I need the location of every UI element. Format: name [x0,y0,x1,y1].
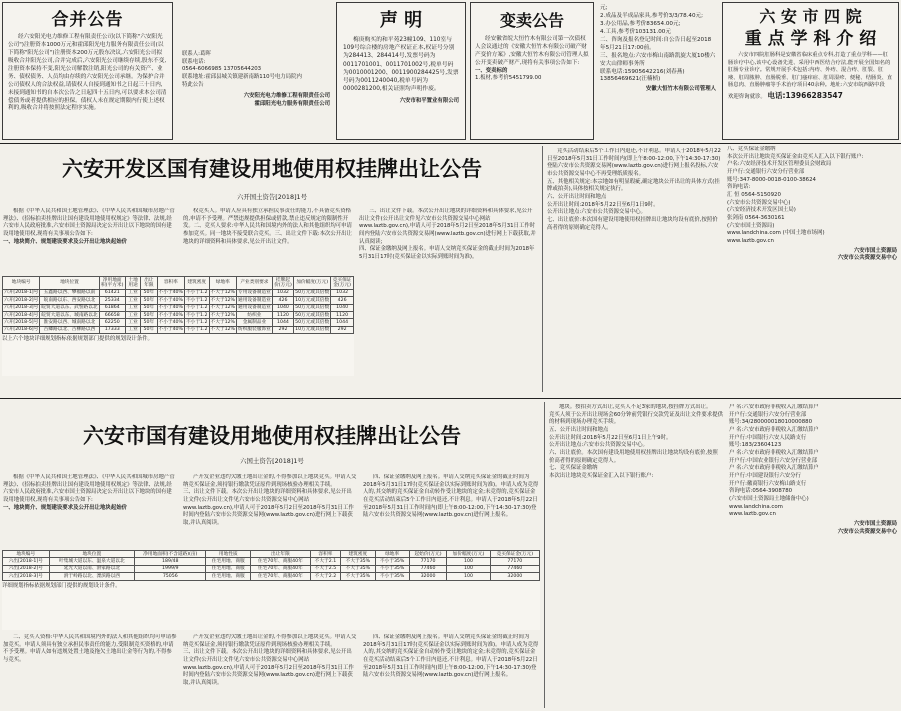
table-header-cell: 建筑密度 [341,551,375,558]
table-cell: 50万元或其倍数 [295,312,330,318]
dev-table-wrap [2,276,354,376]
table-cell: 100 [447,558,490,565]
table-cell: 不小于1.2 [185,305,208,311]
table-cell: 1032 [331,289,354,296]
city-announcement [2,402,898,709]
table-cell: 66658 [99,312,125,319]
table-header-cell: 土地用途 [125,277,140,290]
statement-body: 梅庚购买的和平苑23幢109、110室与109号综合楼的房地产权证正本,权证号分别为284413、284414号,发票号码为0011701001、0011701002号,税单号码为0010001200、0011900284425号,发票号码为0011240040,税单号码为0000281200,相关证照均声明作废。 [343,37,459,93]
table-cell: 六出[2018-2]号 [3,565,50,572]
table-row [3,326,354,333]
city-col-1b [2,634,178,708]
table-header-cell: 地块位置 [40,277,99,290]
merge-contact-2: 0564-6066985 13705644203 [182,66,262,73]
table-cell: 皖贸大道以东、武警路以北 [41,305,98,311]
table-cell: 1044 [272,319,293,326]
city-col-3 [362,474,540,546]
table-cell: 工业 [125,312,140,319]
table-header-row [3,551,540,558]
dev-col2-text: 权竞买人。申请人应具有独立承担民事责任的能力,不具备竞买资格的,申请不予受理。严禁违规提供担保或借款,禁止违反规定的限制性开发。二、竞买人要求:中华人民共和国境内外的法人和其他组织均可申请参加竞买。同一地块不接受联合竞买。三、出让文件下载:本次公开出让地块的详细资料和具体要求,见公开出让文件。 [183,208,352,245]
table-cell: 不大于12% [210,327,235,333]
city-col3b-text: 四、保证金缴纳及网上报名。申请人交纳竞买保证金的截止时间为2018年5月31日17时(竞买保证金以实际到账时间为准)。申请人成为竞得人的,其交纳的竞买保证金自动转作受让地块的定金;未竞得的,竞买保证金在竞买活动结束后5个工作日内退还,不计利息。申请人于2018年5月22日至2018年5月31日工作时间内(即上午8:00-12:00,下午14:30-17:30)登陆六安市公共资源交易网(www.laztb.gov.cn)进行网上报名。 [363,634,539,679]
table-cell: 通用设备制造业 [238,297,271,303]
auction-item-0: 一、变卖标的 [475,67,508,74]
table-cell: 不小于40% [158,297,183,303]
table-cell: 不小于40% [158,290,183,296]
merge-body: 经六安阳光电力维修工程有限责任公司(以下简称"六安阳光公司")注册资本1000万元和霍邱阳光电力服务有限责任公司(以下简称"阳光公司")注册资本200万元股东决议,六安阳光公司拟吸收合并阳光公司,合并完成后,六安阳光公司继续存续,股东不变,注册资本保持不变,阳光公司解散注销,阳光公司的有关资产、业务、债权债务、人员均由存续的六安阳光公司承继。为保护合并公司债权人的合法权益,请债权人自接到通知书之日起三十日内,未接到通知书的自本次公告之日起四十五日内,可以要求本公司清偿债务或者提供相应的担保。债权人未在规定期限内行使上述权利的,吸收合并将按照法定程序实施。 [8,34,167,112]
table-cell: 工业 [125,297,140,304]
table-cell: 61421 [99,289,125,296]
table-cell: 50年 [141,289,157,296]
table-row [3,304,354,311]
table-cell: 延光大道以南、滑家路以北 [49,565,135,572]
table-cell: 淮安路以西、城南路以北 [40,319,99,326]
table-cell: 不小于1.2 [185,290,208,296]
table-cell: 不大于2.1 [310,558,341,565]
table-cell: 不小于35% [375,573,409,580]
table-cell: 62250 [99,319,125,326]
dev-col-3 [358,208,538,388]
table-header-cell: 加价幅度(万元) [294,277,331,290]
city-number: 六国土资告[2018]1号 [240,457,304,465]
table-cell: 不大于12% [210,290,235,296]
table-cell: 不大于12% [210,305,235,311]
table-cell: 292 [331,326,354,333]
table-row [3,319,354,326]
dev-after: 以上六个地块详细规划指标依据规划部门提供的规划设计条件。 [2,336,153,343]
table-cell: 50年 [141,312,157,319]
table-cell: 50年 [141,297,157,304]
merge-contact-1: 联系电话: [182,58,206,65]
table-cell: 住宅用地、商服 [206,565,251,572]
city-col2-text: 产开发企业违约欠缴土地出让金的,不得参加以上地块竞买。申请人交纳竞买保证金,须持银行缴款凭证原件到现场核验办理相关手续。 三、出让文件下载。本次公开出让地块的详细资料和具体要求,见公开出让文件(公开出让文件见六安市公共资源交易中心网站www.laztb.gov.cn),申请人可于2018年5月2日至2018年5月31日工作时间内登陆六安市公共资源交易网(www.laztb.gov.cn)进行网上下载获取,并认真阅读。 [183,474,357,527]
table-cell: 六开[2018-2]号 [4,297,39,303]
table-cell: 不小于1.2 [185,312,208,318]
table-cell: 六出[2018-1]号 [3,558,50,565]
city-sign-2: 六安市公共资源交易中心 [837,528,897,535]
merge-sign-1: 六安阳光电力维修工程有限责任公司 [243,93,330,100]
table-header-cell: 出让年限 [141,277,157,290]
dev-col4-text: 竞买活动结束后5个工作日内退还,不计利息。申请人于2018年5月22日至2018年5月31日工作时间内(即上午8:00-12:00,下午14:30-17:30)登陆六安市公共资源交易网(www.laztb.gov.cn)进行网上报名投标,六安市公共资源交易中心不再受理纸质报名。 五、其他相关规定:本宗地如有明显瑕疵,确定地块公开出让的具体方式(挂牌或拍卖),具体按相关规定执行。 六、公开出让时间和地点 公开出让时间:2018年5月22日至6月1日9时。 公开出让地点:六安市公共资源交易中心。 七、出让底价:本次国有建设用地使用权挂牌出让地块均设有底价,按照价高者得的原则确定竞得人。 [547,148,721,231]
table-cell: 75056 [135,573,206,580]
table-header-cell: 挂牌起价(万元) [274,277,292,288]
table-cell: 426 [331,297,354,304]
city-section-1: 一、地块简介、规划建设要求及公开出让地块起始价 [3,504,127,511]
table-cell: 不大于12% [210,297,235,303]
table-row [3,289,354,296]
dev-col5-text: 八、竞买保证金缴纳 本次公开出让地块竞买保证金由竞买人汇入以下银行账户: 户名:六安经济技术开发区管理委员会财政局 开户行:交通银行六安分行营业部 账号:347-8000-0018-0100-38624 咨询电话: 汇 恒 0564-5150920 (六安市公共资源交易中心) (六安经济技术开发区国土局) 张剑南 0564-3630161 (六安市国土资源局) www.landchina.com (中国土地市场网) www.laztb.gov.cn [727,146,864,245]
table-cell: 皖南路以东、西安路以北 [40,297,99,304]
table-header-row [3,277,354,290]
city-land-table [2,550,540,581]
section-divider-2 [0,398,901,399]
table-cell: 1999/9 [135,565,206,572]
table-cell: 1040 [272,304,293,311]
dev-col-5 [726,146,898,394]
table-cell: 不小于35% [375,565,409,572]
dev-number: 六开国土资告[2018]1号 [236,193,308,201]
table-cell: 50万元或其倍数 [295,305,330,311]
table-cell: 皖贸大道以东、城南路以北 [41,312,98,318]
table-cell: 25334 [99,297,125,304]
merge-contact-0: 联系人:葛晖 [182,51,211,57]
table-cell: 不大于2.5 [310,565,341,572]
merge-contact-4: 特此公告 [182,81,204,88]
table-cell: 滑于岭路以北、溧滨路以西 [49,573,135,580]
table-header-cell: 绿地率 [375,551,409,558]
table-cell: 50年 [141,304,157,311]
city-after: 详细规划指标依据规划部门提供的规划设计条件。 [2,582,121,589]
table-cell: 专用设备制造业 [238,290,271,296]
table-row [3,558,540,565]
city-col4-text: 地块。按拍卖方式出让,竞买人不足3家的地块,按挂牌方式出让。 竞买人须于公开出让现场会60分钟前凭银行交款凭证及出让文件要求提供的材料到现场办理竞买手续。 五、公开出让时间和地点 公开出让时间:2018年5月22日至6月1日上午9时。 公开出让地点:六安市公共资源交易中心。 六、出让底价。本次国有建设用地使用权挂牌出让地块均设有底价,按照价高者得的原则确定竞得人。 七、竞买保证金缴纳 本次出让地块竞买保证金汇入以下银行账户: [549,404,723,480]
city-col-2 [182,474,358,546]
table-cell: 不小于35% [375,558,409,565]
auction-notice-cont [596,2,720,140]
table-cell: 住宅70年、商服40年 [251,565,311,572]
dev-col3-text: 三、出让文件下载。本次公开出让地块的详细资料和具体要求,见公开出让文件(公开出让文件见六安市公共资源交易中心网站www.laztb.gov.cn),申请人可于2018年5月2日至2018年5月31日工作时间内登陆六安市公共资源交易网(www.laztb.gov.cn)进行网上下载获取,并认真阅读; 四、保证金缴纳及网上报名。申请人交纳竞买保证金的截止时间为2018年5月31日17时(竞买保证金以实际到账时间为准)。 [359,208,536,261]
hospital-title-1: 六 安 市 四 院 [759,7,862,26]
table-header-cell: 竞买保证金(万元) [490,551,539,558]
hospital-phone: 电话:13966283547 [767,90,843,100]
statement-notice [336,2,466,140]
dev-land-table [2,276,354,334]
dev-col-4 [546,148,722,392]
table-header-cell: 地块编号 [3,551,50,558]
merge-contact-3: 联系地址:霍邱县城关镇建新南路110号电力局院内 [182,74,302,81]
dev-announcement [2,146,722,394]
table-header-cell: 容积率 [310,551,341,558]
hospital-contact-line [728,91,893,102]
auction-body: 经安徽省皖大恒竹木有限公司第一次债权人会议通过的《安徽大恒竹木有限公司破产财产变价方案》,安徽大恒竹木有限公司管理人拟公开变卖破产财产,现将有关事项公告如下: [475,36,589,66]
city-col5-text: 户 名:六安市政府非税收入汇缴结算户 开户行:交通银行六安分行营业部 账号:34/280000018010000880 户 名:六安市政府非税收入汇缴结算户 开户行:中国银行六安人民路支行 账号:183/23604123 户 名:六安市政府非税收入汇缴结算户 开户行:中国农业银行六安分行营业部 户 名:六安市政府非税收入汇缴结算户 开户行:中国建设银行六安分行 开户行:徽商银行六安梅山路支行 咨询电话:0564-3908780 (六安市国土资源局土地储备中心) www.landchina.com www.laztb.gov.cn [729,404,819,518]
table-cell: 不小于40% [158,305,183,311]
table-cell: 10万元或其倍数 [295,297,330,303]
auction-sign: 安徽大恒竹木有限公司管理人 [645,86,716,93]
table-cell: 10万元或其倍数 [295,327,330,333]
table-cell: 工业 [125,326,140,333]
table-header-cell: 绿地率 [209,277,236,290]
dev-section-1: 一、地块简介、规划建设要求及公开出让地块起始价 [3,238,127,245]
table-cell: 32000 [409,573,447,580]
auction-item-1: 1.板材,参考价5451799.00 [475,75,542,82]
merge-notice [2,2,173,140]
statement-sign: 六安市和平置业有限公司 [399,97,459,104]
table-cell: 六开[2018-5]号 [4,319,39,325]
auction-body-2: 元; 2.成品及半成品家具,参考价3/3/78.40元; 3.办公用品,参考价83654.00元; 4.工具,参考价103131.00元 二、咨询及报名登记时间:自公告日起至2018年5月21日17:00前。 三、报名地点:六安市梅山南路凯旋大厦10楼六安大山律师事务所 联系电话:15905642216(刘春燕) 13856469621(汪楠桢) [600,5,716,83]
dev-title: 六安开发区国有建设用地使用权挂牌出让公告 [62,157,482,181]
table-header-cell: 竞买保证金(万元) [331,277,354,290]
table-cell: 77460 [490,565,539,572]
table-cell: 不小于40% [158,312,183,318]
table-cell: 426 [272,297,293,304]
city-col-5 [728,404,898,708]
table-cell: 不小于1.2 [185,319,208,325]
table-cell: 不大于35% [341,565,375,572]
dev-sign-1: 六安市国土资源局 [853,247,897,254]
table-cell: 77460 [409,565,447,572]
merge-title: 合并公告 [51,10,124,30]
dev-sign-2: 六安市公共资源交易中心 [837,255,897,262]
table-cell: 工业 [125,304,140,311]
merge-sign-2: 霍邱阳光电力服务有限责任公司 [254,101,330,108]
city-section-2: 二、竞买人资格:中华人民共和国境内外的法人和其他组织均可申请参加竞买。申请人须具有独立承担民事责任的能力,受限制竞买资格的,申请不予受理。申请人如有违规处置土地及拖欠土地出让金等行为的,不得参与竞买。 [3,634,177,664]
table-header-cell: 产业类别要求 [237,277,273,290]
city-col-3b [362,634,540,708]
table-cell: 1032 [272,289,293,296]
city-col-4 [548,404,724,708]
city-col-2b [182,634,358,708]
table-cell: 纺织服装服饰业 [238,327,271,333]
table-cell: 50年 [141,326,157,333]
table-cell: 1120 [331,312,354,319]
table-cell: 不大于35% [341,558,375,565]
table-cell: 61864 [99,304,125,311]
table-cell: 不大于12% [210,319,235,325]
table-cell: 不大于2.2 [310,573,341,580]
table-cell: 住宅70年、商服40年 [251,573,311,580]
table-header-cell: 建筑密度 [184,277,209,290]
table-cell: 六开[2018-4]号 [4,312,39,318]
table-cell: 金属制品业 [237,319,273,326]
table-cell: 古卿路以北、古柳路以西 [40,326,99,333]
table-cell: 工业 [125,289,140,296]
hospital-welcome: 欢迎咨询就诊。 [728,93,766,100]
statement-title: 声 明 [379,10,423,31]
table-row [3,565,540,572]
table-cell: 六出[2018-3]号 [3,573,50,580]
city-column-rule [544,402,545,708]
table-row [3,312,354,319]
city-intro: 根据《中华人民共和国土地管理法》、《中华人民共和国城市房地产管理法》、《招标拍卖挂牌出让国有建设用地使用权规定》等法律、法规,经六安市人民政府批准,六安市国土资源局决定公开出让以下地块的国有建设用地使用权,现将有关事项公告如下: [3,474,175,504]
table-cell: 住宅用地、商服 [206,558,251,565]
table-header-cell: 地块编号 [3,277,40,290]
city-title: 六安市国有建设用地使用权挂牌出让公告 [83,424,461,448]
dev-column-rule [542,146,543,392]
city-col3-text: 四、保证金缴纳及网上报名。申请人交纳竞买保证金的截止时间为2018年5月31日17时(竞买保证金以实际到账时间为准)。申请人成为竞得人的,其交纳的竞买保证金自动转作受让地块的定金;未竞得的,竞买保证金在竞买活动结束后5个工作日内退还,不计利息。申请人于2018年5月22日至2018年5月31日工作时间内(即上午8:00-12:00,下午14:30-17:30)登陆六安市公共资源交易网(www.laztb.gov.cn)进行网上报名。 [363,474,539,519]
table-cell: 1044 [331,319,354,326]
table-cell: 77170 [409,558,447,565]
table-cell: 不小于1.2 [185,297,208,303]
dev-intro: 根据《中华人民共和国土地管理法》、《中华人民共和国城市房地产管理法》、《招标拍卖挂牌出让国有建设用地使用权规定》等法律、法规,经六安市人民政府批准,六安市国土资源局决定公开出让以下地块的国有建设用地使用权,现将有关事项公告如下: [3,208,175,238]
table-cell: 100 [447,573,490,580]
table-cell: 1120 [272,312,293,319]
section-divider-1 [0,143,901,144]
table-cell: 50年 [141,319,157,326]
city-col-1 [2,474,178,546]
hospital-title-2: 重 点 学 科 介 绍 [744,29,877,49]
table-cell: 六开[2018-3]号 [4,305,39,311]
hospital-notice [722,2,899,140]
table-cell: 100 [447,565,490,572]
table-header-cell: 净用地面积(平方米) [101,277,124,288]
table-cell: 不小于1.2 [185,327,208,333]
table-header-cell: 净用地面积(不含道路)(亩) [135,551,206,558]
table-cell: 50万元或其倍数 [295,290,330,296]
table-cell: 六开[2018-1]号 [4,290,39,296]
table-cell: 六开[2018-6]号 [4,327,39,333]
hospital-body: 六安市四院肛肠科是安徽省临床重点专科,打造了重点学科——肛肠诊疗中心,该中心设备先进、采用中西医结合疗法,能开展全国知名的肛肠专业诊疗。常规开展手术包括:内痔、外痔、混合痔、肛裂、肛瘘、肛周脓肿、直肠脱垂、肛门瘙痒症、肛周湿疹、便秘、结肠炎、直肠息肉、直肠肿瘤等手术治疗项目40余种。地址:六安市皖西路中段 [728,52,893,89]
table-cell: 不大于35% [341,573,375,580]
table-cell: 292 [272,326,293,333]
table-cell: 不小于40% [158,327,183,333]
dev-col-1 [2,208,178,274]
table-header-cell: 用地性质 [206,551,251,558]
table-header-cell: 地块位置 [49,551,135,558]
table-cell: 叶集城大道以东、温泉大道以北 [49,558,135,565]
table-header-cell: 起始价(万元) [409,551,447,558]
table-row [3,297,354,304]
table-cell: 住宅70年、商服40年 [251,558,311,565]
table-row [3,573,540,580]
table-cell: 189/48 [135,558,206,565]
table-cell: 77170 [490,558,539,565]
table-cell: 不小于40% [158,319,183,325]
table-cell: 纺织业 [237,312,273,319]
table-cell: 工业 [125,319,140,326]
table-cell: 五鑫路以西、攀福路以南 [40,289,99,296]
auction-title: 变卖公告 [499,11,564,30]
table-header-cell: 容积率 [157,277,184,290]
merge-notice-cont [178,2,334,140]
auction-notice [470,2,594,140]
city-sign-1: 六安市国土资源局 [853,521,897,528]
table-header-cell: 出让年限 [251,551,311,558]
city-col2b-text: 产开发企业违约欠缴土地出让金的,不得参加以上地块竞买。申请人交纳竞买保证金,须持银行缴款凭证原件到现场核验办理相关手续。 三、出让文件下载。本次公开出让地块的详细资料和具体要求,见公开出让文件(公开出让文件见六安市公共资源交易中心网站www.laztb.gov.cn),申请人可于2018年5月2日至2018年5月31日工作时间内登陆六安市公共资源交易网(www.laztb.gov.cn)进行网上下载获取,并认真阅读。 [183,634,357,687]
table-cell: 通用设备制造业 [238,305,271,311]
table-cell: 17333 [99,326,125,333]
dev-col-2 [182,208,354,274]
table-cell: 不大于12% [210,312,235,318]
table-cell: 50万元或其倍数 [295,319,330,325]
city-table-wrap [2,550,540,630]
table-cell: 32000 [490,573,539,580]
table-cell: 1040 [331,304,354,311]
table-header-cell: 加价幅度(万元) [447,551,490,558]
table-cell: 住宅用地、商服 [206,573,251,580]
